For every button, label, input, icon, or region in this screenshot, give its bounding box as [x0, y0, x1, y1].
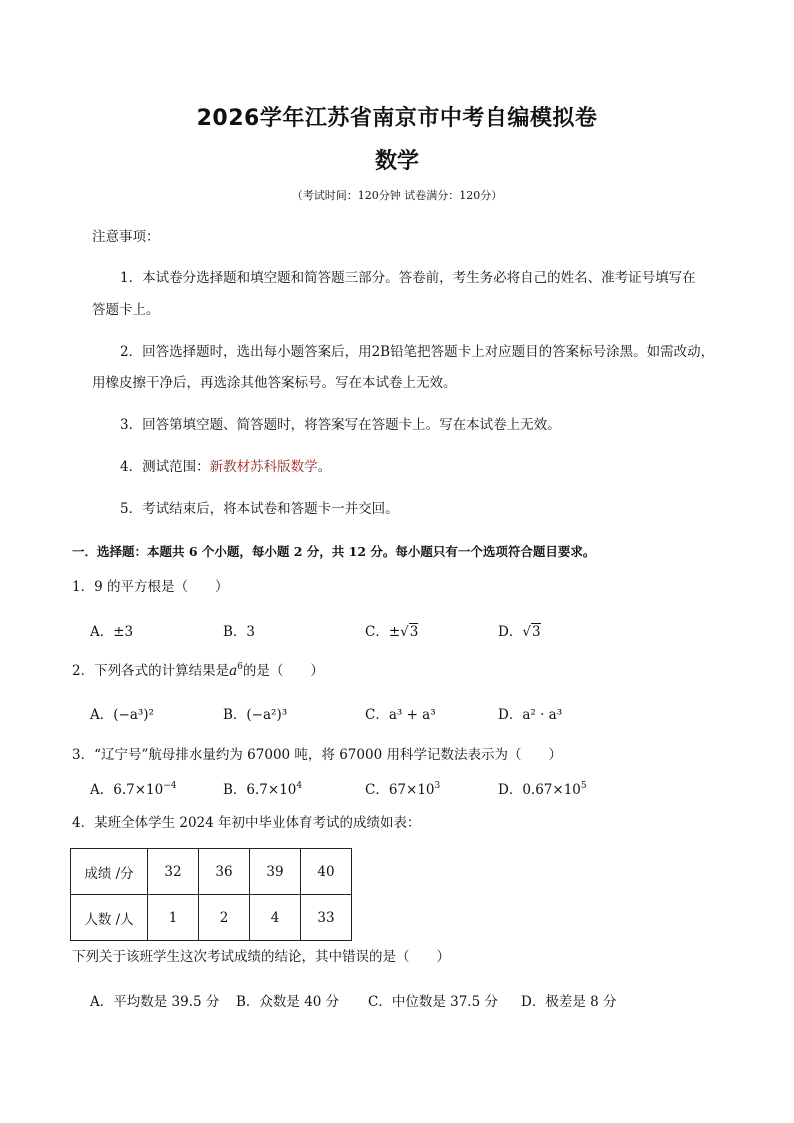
exam-title: 2026学年江苏省南京市中考自编模拟卷 — [196, 106, 598, 131]
q2-option-c: C．a³ + a³ — [365, 707, 436, 723]
q1-option-d — [498, 620, 541, 640]
q2-stem — [72, 661, 324, 682]
q3-option-d-base: D．0.67×10 — [498, 782, 581, 798]
q2-stem-after: 的是（ ） — [242, 663, 324, 679]
q1-stem: 1．9 的平方根是（ ） — [72, 579, 229, 595]
notice-item-4-suffix: 。 — [317, 459, 332, 475]
q4-options — [90, 990, 730, 1011]
q3-option-c-exp: 3 — [434, 781, 441, 791]
table-cell: 33 — [301, 895, 352, 941]
sqrt-symbol-icon: √ — [400, 624, 409, 640]
q3-option-d-exp: 5 — [580, 781, 587, 791]
q1-option-c-prefix: C．± — [365, 624, 401, 640]
notice-item-1-line-2: 答题卡上。 — [92, 302, 160, 318]
q4-stem: 4．某班全体学生 2024 年初中毕业体育考试的成绩如表： — [72, 815, 421, 831]
table-cell: 36 — [199, 849, 250, 895]
q1-options — [90, 620, 710, 641]
q2-options — [90, 703, 710, 724]
notice-item-4 — [120, 457, 331, 478]
q4-question: 下列关于该班学生这次考试成绩的结论，其中错误的是（ ） — [72, 949, 450, 965]
subject-title: 数学 — [374, 149, 419, 174]
q4-option-d: D．极差是 8 分 — [521, 994, 617, 1010]
notice-item-2-line-1: 2．回答选择题时，选出每小题答案后，用2B铅笔把答题卡上对应题目的答案标号涂黑。如需改动， — [120, 344, 715, 360]
table-header-cell: 成绩 /分 — [71, 849, 148, 895]
sqrt-symbol-icon: √ — [522, 624, 531, 640]
q3-option-b — [223, 778, 302, 798]
q2-stem-before: 2．下列各式的计算结果是 — [72, 663, 230, 679]
test-scope: 新教材苏科版数学 — [209, 459, 318, 475]
exam-info: （考试时间：120分钟 试卷满分：120分） — [291, 189, 503, 202]
q1-option-b: B．3 — [223, 624, 256, 640]
table-header-cell: 人数 /人 — [71, 895, 148, 941]
section-1-heading: 一．选择题：本题共 6 个小题，每小题 2 分，共 12 分。每小题只有一个选项符合题目要求。 — [72, 544, 596, 559]
q3-option-c — [365, 778, 440, 798]
q4-option-b: B．众数是 40 分 — [236, 994, 340, 1010]
q4-option-a: A．平均数是 39.5 分 — [90, 994, 220, 1010]
q1-option-c-radicand: 3 — [409, 624, 419, 640]
q3-option-b-exp: 4 — [296, 781, 303, 791]
notice-item-4-prefix: 4．测试范围： — [120, 459, 210, 475]
table-cell: 1 — [148, 895, 199, 941]
q3-option-a-base: A．6.7×10 — [90, 782, 164, 798]
q2-stem-exp: 6 — [237, 662, 243, 672]
q2-stem-var: a — [229, 663, 238, 679]
q1-option-a: A．±3 — [90, 624, 134, 640]
score-table — [70, 848, 352, 941]
q4-option-c: C．中位数是 37.5 分 — [368, 994, 498, 1010]
q2-option-b: B．(−a²)³ — [223, 707, 288, 723]
q2-option-d: D．a² · a³ — [498, 707, 563, 723]
q3-option-a-exp: −4 — [163, 781, 177, 791]
notice-heading: 注意事项： — [92, 229, 160, 245]
table-cell: 39 — [250, 849, 301, 895]
q3-option-c-base: C．67×10 — [365, 782, 435, 798]
q3-options — [90, 778, 710, 799]
q2-option-a: A．(−a³)² — [90, 707, 154, 723]
q3-option-d — [498, 778, 587, 798]
q1-option-d-radicand: 3 — [531, 624, 541, 640]
q1-option-c — [365, 620, 418, 640]
table-cell: 2 — [199, 895, 250, 941]
q3-option-a — [90, 778, 177, 798]
table-cell: 40 — [301, 849, 352, 895]
q1-option-d-prefix: D． — [498, 624, 523, 640]
table-cell: 32 — [148, 849, 199, 895]
table-row — [71, 849, 352, 895]
notice-item-5: 5．考试结束后，将本试卷和答题卡一并交回。 — [120, 501, 399, 517]
notice-item-3: 3．回答第填空题、简答题时，将答案写在答题卡上。写在本试卷上无效。 — [120, 417, 561, 433]
q3-stem: 3．“辽宁号”航母排水量约为 67000 吨，将 67000 用科学记数法表示为（ ） — [72, 747, 562, 763]
q3-option-b-base: B．6.7×10 — [223, 782, 297, 798]
notice-item-2-line-2: 用橡皮擦干净后，再选涂其他答案标号。写在本试卷上无效。 — [92, 375, 457, 391]
table-row — [71, 895, 352, 941]
table-cell: 4 — [250, 895, 301, 941]
notice-item-1-line-1: 1．本试卷分选择题和填空题和简答题三部分。答卷前，考生务必将自己的姓名、准考证号填写在 — [120, 270, 696, 286]
